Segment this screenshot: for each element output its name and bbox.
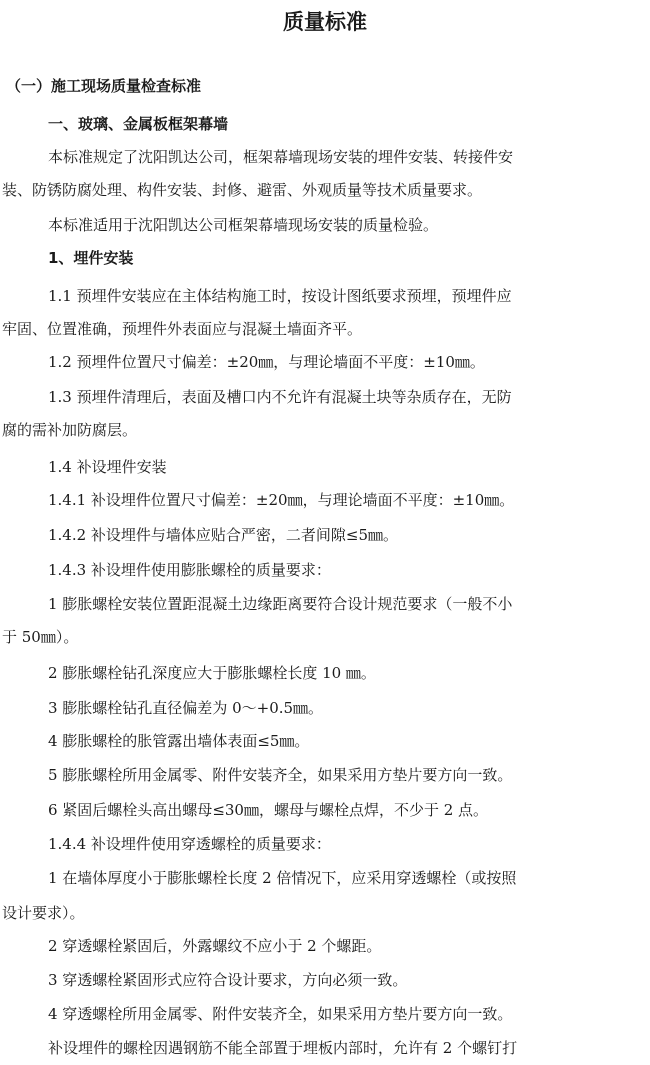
paragraph-line: 本标准规定了沈阳凯达公司，框架幕墙现场安装的埋件安装、转接件安	[48, 148, 514, 166]
paragraph-line: 1.4.3 补设埋件使用膨胀螺栓的质量要求：	[48, 561, 331, 579]
page-title: 质量标准	[283, 10, 367, 34]
paragraph-line: 1.3 预埋件清理后，表面及槽口内不允许有混凝土块等杂质存在，无防	[48, 388, 512, 406]
subsection-heading: 一、玻璃、金属板框架幕墙	[48, 115, 229, 133]
paragraph-line: 本标准适用于沈阳凯达公司框架幕墙现场安装的质量检验。	[48, 216, 439, 234]
list-item: 3 膨胀螺栓钻孔直径偏差为 0～+0.5㎜。	[48, 699, 324, 717]
paragraph-line: 1.2 预埋件位置尺寸偏差：±20㎜，与理论墙面不平度：±10㎜。	[48, 353, 485, 371]
list-item: 4 穿透螺栓所用金属零、附件安装齐全，如果采用方垫片要方向一致。	[48, 1005, 513, 1023]
paragraph-line: 牢固、位置准确，预埋件外表面应与混凝土墙面齐平。	[2, 320, 363, 338]
list-item: 5 膨胀螺栓所用金属零、附件安装齐全，如果采用方垫片要方向一致。	[48, 766, 513, 784]
paragraph-line: 1.4.4 补设埋件使用穿透螺栓的质量要求：	[48, 835, 331, 853]
list-item: 1 在墙体厚度小于膨胀螺栓长度 2 倍情况下，应采用穿透螺栓（或按照	[48, 869, 517, 887]
list-item: 1 膨胀螺栓安装位置距混凝土边缘距离要符合设计规范要求（一般不小	[48, 595, 513, 613]
paragraph-line: 1.1 预埋件安装应在主体结构施工时，按设计图纸要求预埋，预埋件应	[48, 287, 512, 305]
paragraph-line: 1.4.1 补设埋件位置尺寸偏差：±20㎜，与理论墙面不平度：±10㎜。	[48, 491, 515, 509]
list-item: 6 紧固后螺栓头高出螺母≤30㎜，螺母与螺栓点焊，不少于 2 点。	[48, 801, 489, 819]
list-item: 2 膨胀螺栓钻孔深度应大于膨胀螺栓长度 10 ㎜。	[48, 664, 376, 682]
section-heading: （一）施工现场质量检查标准	[6, 77, 202, 95]
paragraph-line: 装、防锈防腐处理、构件安装、封修、避雷、外观质量等技术质量要求。	[2, 181, 483, 199]
paragraph-line: 补设埋件的螺栓因遇钢筋不能全部置于埋板内部时，允许有 2 个螺钉打	[48, 1039, 518, 1057]
paragraph-line: 1.4 补设埋件安装	[48, 458, 167, 476]
paragraph-line: 腐的需补加防腐层。	[2, 421, 138, 439]
list-item: 于 50㎜）。	[2, 628, 79, 646]
list-item: 设计要求）。	[2, 904, 85, 922]
list-item: 4 膨胀螺栓的胀管露出墙体表面≤5㎜。	[48, 732, 310, 750]
item-heading: 1、埋件安装	[48, 249, 134, 267]
list-item: 2 穿透螺栓紧固后，外露螺纹不应小于 2 个螺距。	[48, 937, 382, 955]
paragraph-line: 1.4.2 补设埋件与墙体应贴合严密，二者间隙≤5㎜。	[48, 526, 399, 544]
list-item: 3 穿透螺栓紧固形式应符合设计要求，方向必须一致。	[48, 971, 408, 989]
